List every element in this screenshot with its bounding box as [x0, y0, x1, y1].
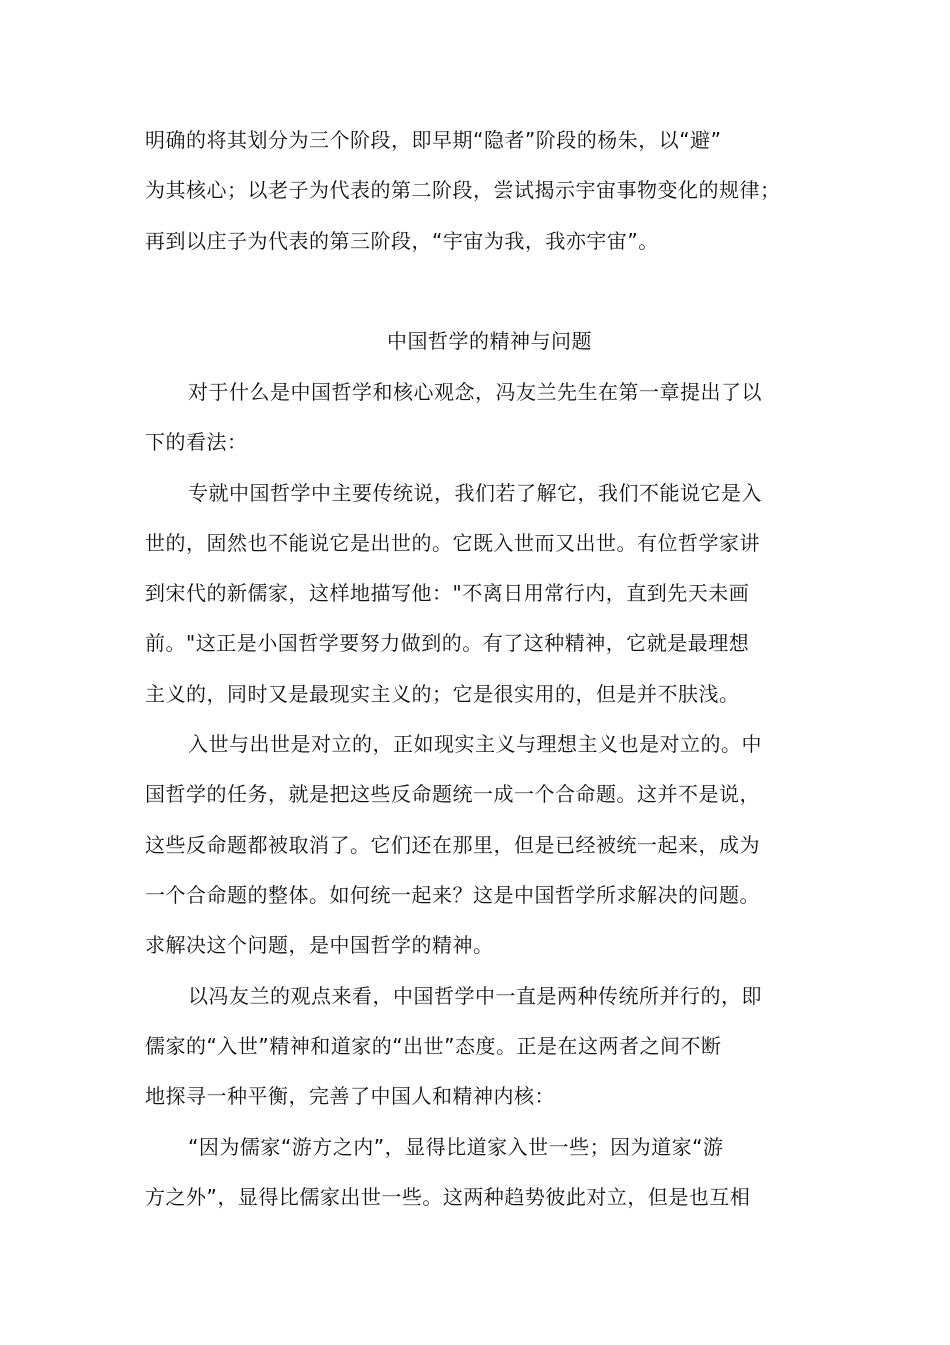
quote2-line-3: 这些反命题都被取消了。它们还在那里，但是已经被统一起来，成为: [145, 833, 760, 857]
quote1-line-4: 前。"这正是小国哲学要努力做到的。有了这种精神，它就是最理想: [145, 631, 750, 655]
quote3-line-2: 方之外”，显得比儒家出世一些。这两种趋势彼此对立，但是也互相: [145, 1185, 751, 1209]
paragraph1-line-1: 对于什么是中国哲学和核心观念，冯友兰先生在第一章提出了以: [188, 380, 762, 404]
quote1-line-5: 主义的，同时又是最现实主义的；它是很实用的，但是并不肤浅。: [145, 682, 740, 706]
paragraph2-line-3: 地探寻一种平衡，完善了中国人和精神内核：: [145, 1084, 555, 1108]
paragraph2-line-1: 以冯友兰的观点来看，中国哲学中一直是两种传统所并行的，即: [188, 984, 762, 1008]
quote3-line-1: “因为儒家“游方之内”，显得比道家入世一些；因为道家“游: [188, 1135, 724, 1159]
section-heading: 中国哲学的精神与问题: [387, 329, 592, 353]
quote2-line-2: 国哲学的任务，就是把这些反命题统一成一个合命题。这并不是说，: [145, 782, 760, 806]
intro-line-1: 明确的将其划分为三个阶段，即早期“隐者”阶段的杨朱，以“避”: [145, 128, 722, 152]
quote1-line-3: 到宋代的新儒家，这样地描写他："不离日用常行内，直到先天未画: [145, 581, 750, 605]
quote2-line-5: 求解决这个问题，是中国哲学的精神。: [145, 933, 494, 957]
quote1-line-1: 专就中国哲学中主要传统说，我们若了解它，我们不能说它是入: [188, 481, 762, 505]
paragraph2-line-2: 儒家的“入世”精神和道家的“出世”态度。正是在这两者之间不断: [145, 1034, 722, 1058]
quote1-line-2: 世的，固然也不能说它是出世的。它既入世而又出世。有位哲学家讲: [145, 531, 760, 555]
quote2-line-1: 入世与出世是对立的，正如现实主义与理想主义也是对立的。中: [188, 732, 762, 756]
paragraph1-line-2: 下的看法：: [145, 430, 248, 454]
intro-line-2: 为其核心；以老子为代表的第二阶段，尝试揭示宇宙事物变化的规律；: [145, 178, 781, 202]
quote2-line-4: 一个合命题的整体。如何统一起来？这是中国哲学所求解决的问题。: [145, 883, 760, 907]
intro-line-3: 再到以庄子为代表的第三阶段，“宇宙为我，我亦宇宙”。: [145, 229, 659, 253]
